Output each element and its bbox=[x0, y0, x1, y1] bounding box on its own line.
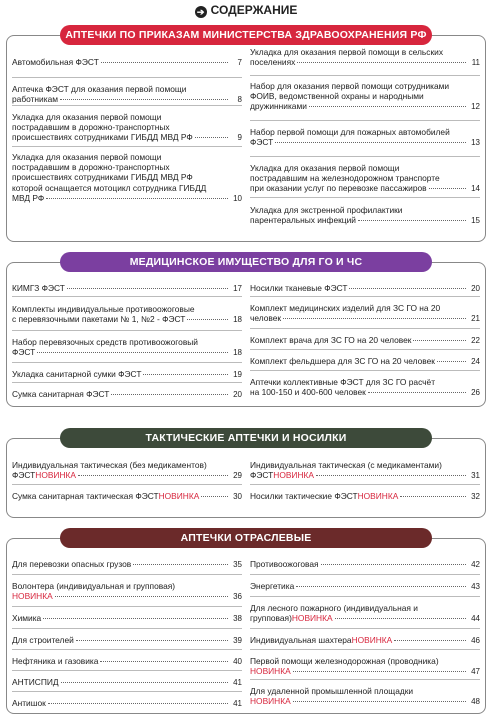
divider bbox=[250, 484, 480, 485]
page-title: ➔ СОДЕРЖАНИЕ bbox=[0, 3, 492, 18]
toc-entry[interactable] bbox=[250, 491, 480, 502]
toc-entry-line bbox=[250, 57, 480, 68]
toc-entry-text: происшествиях сотрудниками ГИБДД МВД РФ bbox=[12, 132, 193, 143]
dot-leader bbox=[358, 220, 466, 221]
page-number: 7 bbox=[237, 58, 242, 67]
divider bbox=[12, 296, 242, 297]
dot-leader bbox=[349, 288, 466, 289]
dot-leader bbox=[309, 106, 466, 107]
toc-entry-line bbox=[250, 313, 480, 324]
toc-entry-text: человек bbox=[250, 313, 282, 324]
dot-leader bbox=[111, 394, 228, 395]
divider bbox=[250, 75, 480, 76]
toc-entry[interactable] bbox=[12, 112, 242, 144]
toc-entry-line bbox=[250, 183, 480, 194]
page-number: 30 bbox=[233, 492, 242, 501]
toc-entry-text: ФЭСТ bbox=[12, 470, 36, 481]
dot-leader bbox=[37, 352, 228, 353]
toc-entry[interactable] bbox=[12, 559, 242, 570]
toc-entry-line bbox=[12, 591, 242, 602]
page-number: 48 bbox=[471, 697, 480, 707]
dot-leader bbox=[61, 682, 228, 683]
toc-entry-line bbox=[250, 470, 480, 481]
divider bbox=[12, 606, 242, 607]
toc-entry[interactable] bbox=[12, 698, 242, 709]
toc-entry-line: Укладка для экстренной профилактики bbox=[250, 205, 403, 215]
toc-entry-text: Для строителей bbox=[12, 635, 74, 645]
section-header: АПТЕЧКИ ПО ПРИКАЗАМ МИНИСТЕРСТВА ЗДРАВООХРАНЕНИЯ РФ bbox=[60, 25, 432, 45]
divider bbox=[250, 679, 480, 680]
toc-entry-text: Для перевозки опасных грузов bbox=[12, 559, 132, 569]
page-number: 44 bbox=[471, 614, 480, 624]
page-number: 26 bbox=[471, 388, 480, 398]
toc-entry-text: МВД РФ bbox=[12, 192, 45, 203]
dot-leader bbox=[413, 340, 466, 341]
divider bbox=[12, 628, 242, 629]
toc-entry[interactable] bbox=[250, 603, 480, 624]
toc-entry[interactable] bbox=[250, 559, 480, 570]
toc-entry[interactable] bbox=[250, 686, 480, 707]
toc-entry-line: Набор для оказания первой помощи сотрудниками bbox=[250, 81, 450, 91]
toc-entry[interactable] bbox=[12, 337, 242, 358]
page-number: 31 bbox=[471, 471, 480, 481]
dot-leader bbox=[43, 618, 228, 619]
dot-leader bbox=[78, 475, 228, 476]
page-number: 12 bbox=[471, 102, 480, 112]
toc-entry-text: Носилки тканевые ФЭСТ bbox=[250, 283, 348, 293]
dot-leader bbox=[293, 671, 466, 672]
divider bbox=[12, 649, 242, 650]
toc-entry-text: дружинниками bbox=[250, 101, 307, 112]
toc-entry-line bbox=[250, 559, 480, 570]
page-number: 35 bbox=[233, 560, 242, 569]
toc-entry-text: Носилки тактические ФЭСТ bbox=[250, 491, 358, 501]
page-number: 46 bbox=[471, 636, 480, 645]
divider bbox=[250, 596, 480, 597]
page-number: 41 bbox=[233, 678, 242, 687]
dot-leader bbox=[394, 640, 466, 641]
toc-entry-line bbox=[12, 677, 242, 688]
dot-leader bbox=[335, 618, 466, 619]
new-badge: НОВИНКА bbox=[250, 696, 291, 707]
page-number: 20 bbox=[471, 284, 480, 293]
toc-entry-text: на 100-150 и 400-600 человек bbox=[250, 387, 366, 398]
toc-entry-text: КИМГЗ ФЭСТ bbox=[12, 283, 65, 293]
toc-entry[interactable] bbox=[12, 656, 242, 667]
toc-entry-line: Комплекты индивидуальные противоожоговые bbox=[12, 304, 195, 314]
dot-leader bbox=[100, 661, 228, 662]
dot-leader bbox=[101, 62, 228, 63]
page-number: 32 bbox=[471, 492, 480, 501]
dot-leader bbox=[195, 137, 228, 138]
dot-leader bbox=[60, 99, 228, 100]
toc-entry[interactable] bbox=[12, 389, 242, 400]
divider bbox=[12, 574, 242, 575]
page-number: 22 bbox=[471, 336, 480, 345]
page-number: 42 bbox=[471, 560, 480, 569]
toc-entry[interactable] bbox=[250, 81, 480, 113]
new-badge: НОВИНКА bbox=[35, 470, 76, 481]
page-number: 41 bbox=[233, 699, 242, 708]
toc-entry-line bbox=[12, 369, 242, 380]
divider bbox=[12, 382, 242, 383]
toc-entry-line: Укладка для оказания первой помощи bbox=[250, 163, 400, 173]
toc-entry-line bbox=[12, 57, 242, 68]
page-number: 40 bbox=[233, 657, 242, 666]
page-number: 29 bbox=[233, 471, 242, 481]
toc-entry-line bbox=[250, 696, 480, 707]
page-number: 11 bbox=[471, 58, 480, 68]
toc-entry-line bbox=[12, 559, 242, 570]
toc-entry-line: пострадавшим на железнодорожном транспорте bbox=[250, 173, 440, 184]
toc-entry-text: с перевязочными пакетами № 1, №2 - ФЭСТ bbox=[12, 314, 186, 325]
toc-entry[interactable] bbox=[250, 356, 480, 367]
toc-entry-line: Аптечка ФЭСТ для оказания первой помощи bbox=[12, 84, 187, 94]
page-number: 13 bbox=[471, 138, 480, 148]
dot-leader bbox=[201, 496, 228, 497]
arrow-right-icon: ➔ bbox=[195, 6, 207, 18]
toc-entry-line bbox=[250, 635, 480, 646]
divider bbox=[12, 77, 242, 78]
toc-entry-line bbox=[12, 94, 242, 105]
toc-entry-line bbox=[250, 335, 480, 346]
toc-entry-text: ФЭСТ bbox=[12, 347, 36, 358]
page-number: 8 bbox=[237, 95, 242, 105]
toc-entry-line: Индивидуальная тактическая (с медикаментами) bbox=[250, 460, 442, 470]
toc-entry-line bbox=[250, 356, 480, 367]
section-header: МЕДИЦИНСКОЕ ИМУЩЕСТВО ДЛЯ ГО И ЧС bbox=[60, 252, 432, 272]
page-number: 21 bbox=[471, 314, 480, 324]
toc-entry-line bbox=[250, 387, 480, 398]
toc-entry-line bbox=[12, 347, 242, 358]
toc-entry[interactable] bbox=[12, 677, 242, 688]
page-number: 10 bbox=[233, 193, 242, 203]
new-badge: НОВИНКА bbox=[291, 613, 333, 624]
toc-entry-text: Энергетика bbox=[250, 581, 295, 591]
section-header: ТАКТИЧЕСКИЕ АПТЕЧКИ И НОСИЛКИ bbox=[60, 428, 432, 448]
divider bbox=[250, 156, 480, 157]
toc-entry-line bbox=[250, 137, 480, 148]
page-number: 20 bbox=[233, 390, 242, 399]
toc-entry-line: Укладка для оказания первой помощи bbox=[12, 112, 162, 122]
section-header: АПТЕЧКИ ОТРАСЛЕВЫЕ bbox=[60, 528, 432, 548]
toc-entry-text: АНТИСПИД bbox=[12, 677, 59, 687]
toc-entry[interactable] bbox=[12, 460, 242, 481]
dot-leader bbox=[46, 198, 228, 199]
toc-entry-line bbox=[250, 283, 480, 294]
page-number: 15 bbox=[471, 216, 480, 226]
toc-entry-line: Укладка для оказания первой помощи bbox=[12, 152, 162, 162]
toc-entry-line bbox=[250, 101, 480, 112]
dot-leader bbox=[133, 564, 228, 565]
divider bbox=[250, 649, 480, 650]
toc-entry-text: работникам bbox=[12, 94, 58, 105]
toc-entry-line bbox=[250, 613, 480, 624]
toc-entry-line: Для лесного пожарного (индивидуальная и bbox=[250, 603, 418, 613]
toc-entry[interactable] bbox=[12, 581, 242, 602]
toc-entry-text: поселениях bbox=[250, 57, 296, 68]
toc-entry-line bbox=[12, 698, 242, 709]
toc-entry[interactable] bbox=[250, 635, 480, 646]
toc-entry[interactable] bbox=[12, 613, 242, 624]
dot-leader bbox=[293, 701, 466, 702]
toc-entry[interactable] bbox=[12, 635, 242, 646]
toc-entry-line bbox=[250, 581, 480, 592]
dot-leader bbox=[143, 374, 228, 375]
toc-entry-line: Индивидуальная тактическая (без медикаментов) bbox=[12, 460, 207, 470]
divider bbox=[250, 574, 480, 575]
toc-entry-line bbox=[12, 635, 242, 646]
new-badge: НОВИНКА bbox=[250, 666, 291, 677]
toc-entry[interactable] bbox=[12, 491, 242, 502]
dot-leader bbox=[400, 496, 466, 497]
toc-entry-text: Нефтяника и газовика bbox=[12, 656, 99, 666]
toc-entry-line: Комплект медицинских изделий для ЗС ГО на 20 bbox=[250, 303, 441, 313]
toc-entry-text: Комплект врача для ЗС ГО на 20 человек bbox=[250, 335, 412, 345]
divider bbox=[12, 330, 242, 331]
toc-entry-line bbox=[12, 389, 242, 400]
toc-entry[interactable] bbox=[250, 335, 480, 346]
dot-leader bbox=[55, 596, 228, 597]
toc-entry-line: ФОИВ, ведомственной охраны и народными bbox=[250, 91, 424, 102]
toc-entry-text: Антишок bbox=[12, 698, 46, 708]
page-number: 9 bbox=[237, 133, 242, 143]
toc-entry[interactable] bbox=[250, 163, 480, 195]
page-number: 18 bbox=[233, 348, 242, 358]
page-number: 19 bbox=[233, 370, 242, 379]
page-number: 39 bbox=[233, 636, 242, 645]
toc-entry-text: Комплект фельдшера для ЗС ГО на 20 человек bbox=[250, 356, 435, 366]
toc-entry-text: ФЭСТ bbox=[250, 137, 274, 148]
toc-entry-line: Первой помощи железнодорожная (проводника) bbox=[250, 656, 439, 666]
divider bbox=[12, 362, 242, 363]
toc-entry-text: Химика bbox=[12, 613, 42, 623]
toc-entry-text: Индивидуальная шахтера bbox=[250, 635, 352, 645]
toc-entry-line bbox=[12, 193, 242, 204]
divider bbox=[250, 296, 480, 297]
toc-entry[interactable] bbox=[250, 127, 480, 148]
toc-entry[interactable] bbox=[12, 57, 242, 68]
page-number: 47 bbox=[471, 667, 480, 677]
dot-leader bbox=[296, 586, 466, 587]
divider bbox=[12, 670, 242, 671]
toc-entry[interactable] bbox=[250, 656, 480, 677]
toc-entry[interactable] bbox=[250, 205, 480, 226]
toc-entry-text: Сумка санитарная ФЭСТ bbox=[12, 389, 110, 399]
toc-entry-line bbox=[12, 491, 242, 502]
divider bbox=[250, 120, 480, 121]
toc-entry[interactable] bbox=[12, 304, 242, 325]
toc-entry-line bbox=[12, 314, 242, 325]
divider bbox=[12, 146, 242, 147]
toc-entry-line: Набор первой помощи для пожарных автомобилей bbox=[250, 127, 450, 137]
toc-entry[interactable] bbox=[250, 303, 480, 324]
toc-entry-line: происшествиях сотрудниками ГИБДД МВД РФ bbox=[12, 172, 193, 183]
toc-entry-line: которой оснащается мотоцикл сотрудника ГИБДД bbox=[12, 182, 207, 193]
toc-entry-text: ФЭСТ bbox=[250, 470, 274, 481]
divider bbox=[250, 328, 480, 329]
toc-entry[interactable] bbox=[12, 152, 242, 204]
dot-leader bbox=[316, 475, 466, 476]
divider bbox=[250, 370, 480, 371]
toc-entry-line bbox=[250, 491, 480, 502]
toc-entry-line: Укладка для оказания первой помощи в сельских bbox=[250, 47, 444, 57]
dot-leader bbox=[187, 319, 228, 320]
dot-leader bbox=[67, 288, 228, 289]
toc-entry[interactable] bbox=[250, 581, 480, 592]
toc-entry-line bbox=[12, 283, 242, 294]
toc-entry[interactable] bbox=[12, 369, 242, 380]
toc-entry[interactable] bbox=[12, 84, 242, 105]
page-number: 14 bbox=[471, 184, 480, 194]
dot-leader bbox=[283, 318, 466, 319]
page-number: 43 bbox=[471, 582, 480, 591]
divider bbox=[12, 105, 242, 106]
toc-entry-line bbox=[250, 666, 480, 677]
toc-entry[interactable] bbox=[250, 460, 480, 481]
dot-leader bbox=[429, 188, 466, 189]
toc-entry-line: Для удаленной промышленной площадки bbox=[250, 686, 414, 696]
new-badge: НОВИНКА bbox=[351, 635, 393, 645]
toc-entry-line bbox=[12, 470, 242, 481]
toc-entry-line bbox=[12, 656, 242, 667]
page-number: 17 bbox=[233, 284, 242, 293]
toc-entry-text: Противоожоговая bbox=[250, 559, 319, 569]
dot-leader bbox=[76, 640, 228, 641]
toc-entry-line: пострадавшим в дорожно-транспортных bbox=[12, 162, 170, 173]
dot-leader bbox=[275, 142, 466, 143]
toc-entry-text: Сумка санитарная тактическая ФЭСТ bbox=[12, 491, 159, 501]
page-number: 38 bbox=[233, 614, 242, 623]
divider bbox=[250, 197, 480, 198]
toc-entry-line: Аптечки коллективные ФЭСТ для ЗС ГО расчёт bbox=[250, 377, 436, 387]
page-number: 24 bbox=[471, 357, 480, 366]
page-number: 18 bbox=[233, 315, 242, 325]
dot-leader bbox=[321, 564, 466, 565]
dot-leader bbox=[297, 62, 466, 63]
divider bbox=[12, 484, 242, 485]
toc-entry-line: Волонтера (индивидуальная и групповая) bbox=[12, 581, 176, 591]
dot-leader bbox=[437, 361, 466, 362]
toc-entry[interactable] bbox=[250, 47, 480, 68]
new-badge: НОВИНКА bbox=[158, 491, 200, 501]
page-number: 36 bbox=[233, 592, 242, 602]
toc-entry-text: парентеральных инфекций bbox=[250, 215, 356, 226]
divider bbox=[12, 691, 242, 692]
toc-entry-text: при оказании услуг по перевозке пассажиров bbox=[250, 183, 427, 194]
toc-entry-line: пострадавшим в дорожно-транспортных bbox=[12, 122, 170, 133]
toc-entry-line bbox=[250, 215, 480, 226]
new-badge: НОВИНКА bbox=[12, 591, 53, 602]
toc-entry-text: групповая) bbox=[250, 613, 292, 624]
divider bbox=[250, 628, 480, 629]
dot-leader bbox=[48, 703, 228, 704]
toc-entry[interactable] bbox=[12, 283, 242, 294]
toc-entry[interactable] bbox=[250, 283, 480, 294]
toc-entry-line: Набор перевязочных средств противоожоговый bbox=[12, 337, 198, 347]
toc-entry[interactable] bbox=[250, 377, 480, 398]
divider bbox=[250, 349, 480, 350]
new-badge: НОВИНКА bbox=[357, 491, 399, 501]
toc-entry-text: Автомобильная ФЭСТ bbox=[12, 57, 99, 67]
toc-entry-line bbox=[12, 132, 242, 143]
toc-entry-text: Укладка санитарной сумки ФЭСТ bbox=[12, 369, 142, 379]
dot-leader bbox=[368, 392, 466, 393]
toc-entry-line bbox=[12, 613, 242, 624]
new-badge: НОВИНКА bbox=[273, 470, 314, 481]
